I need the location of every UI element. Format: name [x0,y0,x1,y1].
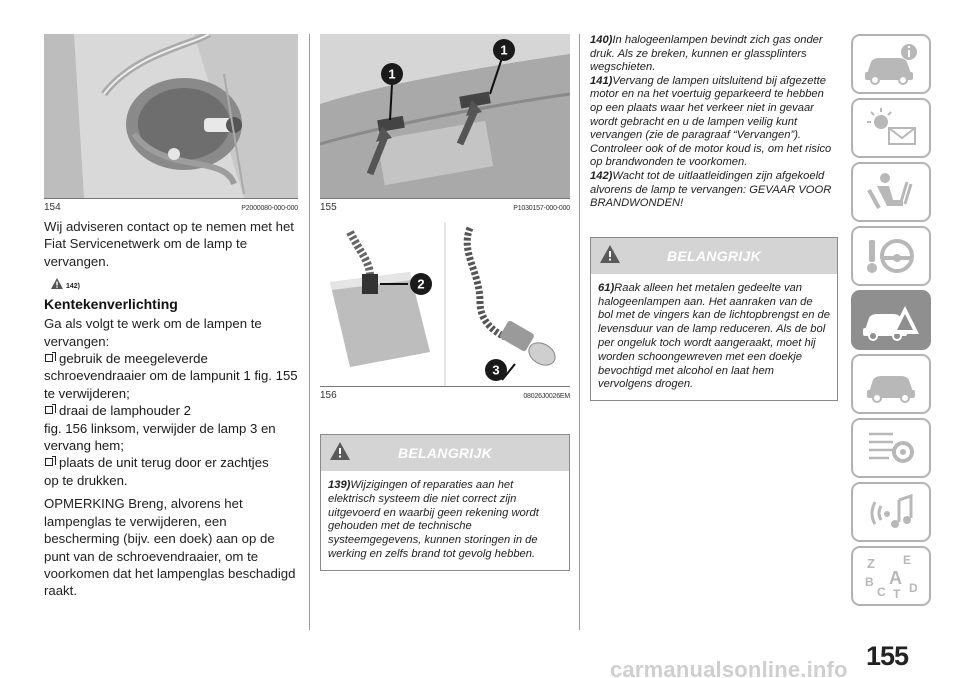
callout-label: 1 [500,42,508,58]
note-item [590,75,838,170]
column-separator [309,34,310,630]
note-item [590,170,838,211]
index-letter: B [865,575,874,589]
column-3 [590,34,838,401]
warning-ref-number: 142) [66,283,81,291]
airbag-seat-icon [859,168,923,216]
list-item-text: gebruik de meegeleverde [59,351,208,367]
paragraph: Ga als volgt te werk om de lampen te vervangen: [44,316,262,349]
dashboard-lights-icon [859,104,923,152]
note-text: In halogeenlampen bevindt zich gas onder druk. Als ze breken, kunnen er glassplinters wegschieten. [590,34,823,74]
tab-emergency[interactable] [851,290,931,350]
note-text: Wacht tot de uitlaatleidingen zijn afgekoeld alvorens de lamp te vervangen: GEVAAR VOOR BRANDWONDEN! [590,169,832,210]
warning-box [590,237,838,401]
car-maintenance-icon [859,360,923,408]
headlamp-rear-illustration [44,34,298,198]
figure-154 [44,34,298,198]
warning-triangle-icon [329,441,351,461]
figure-caption [320,386,570,402]
figure-number: 155 [320,202,337,213]
index-letter: A [889,568,902,588]
tab-car-info[interactable] [851,34,931,94]
figure-155 [320,34,570,198]
note-number: 141) [590,74,613,87]
index-letter: E [903,553,912,567]
chapter-tabs [851,34,931,610]
figure-code: 08026J0026EM [523,393,570,400]
tab-technical-data[interactable] [851,418,931,478]
callout-label: 2 [417,276,425,292]
warning-reference [50,272,298,290]
multimedia-icon [859,488,923,536]
index-letter: T [893,587,901,600]
tab-maintenance[interactable] [851,354,931,414]
warning-text: Wijzigingen of reparaties aan het elektrisch systeem die niet correct zijn uitgevoerd en waarbij geen rekening wordt gehouden met de technische systeemgegevens, kunnen storingen in de werking en zelfs brand tot gevolg hebben. [328,479,539,560]
list-item-continuation: fig. 156 linksom, verwijder de lamp 3 en vervang hem; [44,420,276,454]
warning-number: 61) [598,281,615,294]
warning-header [591,238,837,274]
warning-number: 139) [328,479,351,491]
index-letter: D [909,581,918,595]
checkbox-bullet-icon [45,458,53,466]
breakdown-icon [859,296,923,344]
checkbox-bullet-icon [45,354,53,362]
lamp-holder-illustration [320,222,570,386]
figure-code: P1030157-000-000 [513,205,570,212]
note-number: 140) [590,34,613,46]
list-item-text: plaats de unit terug door er zachtjes [59,455,269,471]
note-paragraph: OPMERKING Breng, alvorens het lampenglas te verwijderen, een bescherming (bijv. een doek) aan op de punt van de schroevendraaier, om te voorkomen dat het lampenglas beschadigd raakt. [44,496,296,599]
list-item [44,402,298,419]
warning-body [591,274,837,400]
checkbox-bullet-icon [45,406,53,414]
license-plate-lamp-illustration [320,34,570,198]
warning-text: Raak alleen het metalen gedeelte van halogeenlampen aan. Het aanraken van de bol met de vingers kan de lichtopbrengst en de levensduur van de lamp reduceren. Als de bol per ongeluk toch wordt aangeraakt, moet hij worden schoongewreven met een doekje bevochtigd met alcohol en laat hem vervolgens drogen. [598,281,830,391]
list-item-continuation: op te drukken. [44,472,128,488]
page-number: 155 [866,641,909,671]
section-heading: Kentekenverlichting [44,296,178,313]
list-item [44,454,298,471]
tab-multimedia[interactable] [851,482,931,542]
figure-caption [44,198,298,214]
warning-triangle-icon [599,244,621,264]
warning-title: BELANGRIJK [397,445,492,461]
note-text: Vervang de lampen uitsluitend bij afgezette motor en na het voertuig geparkeerd te hebben op een plaats waar het verkeer niet in gevaar wordt gebracht en u de lampen veilig kunt vervangen (zie de paragraaf “Vervangen”). Controleer ook of de motor koud is, om het risico op brandwonden te voorkomen. [590,74,832,169]
figure-number: 156 [320,390,337,401]
callout-label: 3 [492,362,500,378]
tab-safety[interactable] [851,162,931,222]
note-number: 142) [590,169,613,182]
column-2 [320,34,570,571]
index-icon [859,552,923,600]
column-1 [44,34,298,600]
warning-triangle-icon [50,277,64,290]
list-item-continuation: schroevendraaier om de lampunit 1 fig. 155 te verwijderen; [44,368,298,401]
index-letter: C [877,585,886,599]
warning-body [321,471,569,570]
index-letter: Z [867,556,875,571]
tab-starting-driving[interactable] [851,226,931,286]
tab-dashboard-lights[interactable] [851,98,931,158]
tech-data-icon [859,424,923,472]
list-item [44,350,298,367]
note-item [590,34,838,75]
figure-code: P2000080-000-000 [241,205,298,212]
warning-header [321,435,569,471]
car-info-icon [859,40,923,88]
paragraph: Wij adviseren contact op te nemen met het Fiat Servicenetwerk om de lamp te vervangen. [44,219,294,269]
warning-title: BELANGRIJK [666,247,761,264]
warning-box [320,434,570,571]
figure-156 [320,222,570,386]
figure-number: 154 [44,202,61,213]
tab-index[interactable] [851,546,931,606]
column-separator [579,34,580,630]
watermark: carmanualsonline.info [610,657,848,678]
steering-key-icon [859,232,923,280]
figure-caption [320,198,570,214]
callout-label: 1 [388,66,396,82]
list-item-text: draai de lamphouder 2 [59,403,191,419]
